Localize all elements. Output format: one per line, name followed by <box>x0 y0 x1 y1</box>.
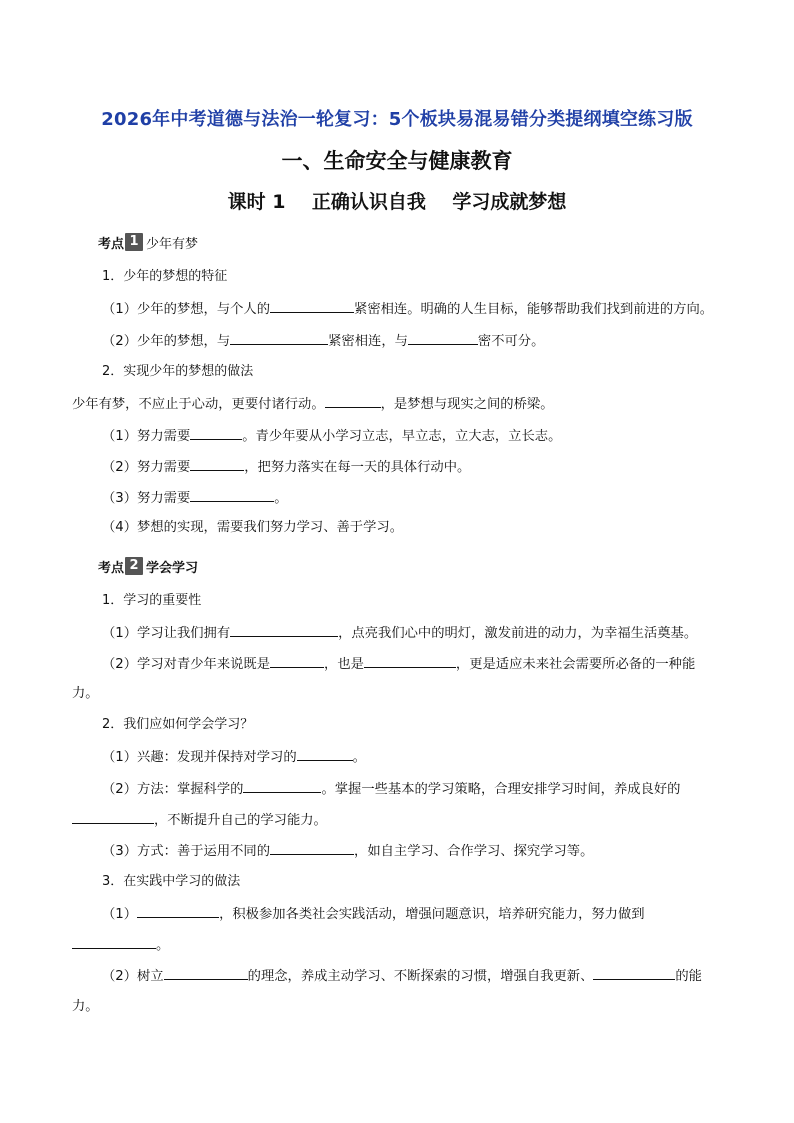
paragraph-line: （4）梦想的实现，需要我们努力学习、善于学习。 <box>102 520 403 535</box>
knowledge-point-2-heading <box>98 556 198 576</box>
fill-blank[interactable] <box>190 456 244 471</box>
paragraph-line: （1）学习让我们拥有 ，点亮我们心中的明灯，激发前进的动力，为幸福生活奠基。 <box>102 622 697 644</box>
paragraph-line: （3）方式：善于运用不同的 ，如自主学习、合作学习、探究学习等。 <box>102 840 593 862</box>
paragraph-line: 。 <box>72 934 169 956</box>
fill-blank[interactable] <box>190 425 242 440</box>
fill-blank[interactable] <box>325 393 381 408</box>
lesson-title: 课时 1 正确认识自我 学习成就梦想 <box>227 191 567 213</box>
paragraph-line: （1） ，积极参加各类社会实践活动，增强问题意识，培养研究能力，努力做到 <box>102 903 645 925</box>
fill-blank[interactable] <box>270 298 354 313</box>
fill-blank[interactable] <box>164 965 248 980</box>
fill-blank[interactable] <box>270 840 354 855</box>
fill-blank[interactable] <box>593 965 675 980</box>
fill-blank[interactable] <box>72 934 156 949</box>
kp-prefix: 考点 <box>98 236 125 252</box>
paragraph-line: （2）学习对青少年来说既是 ，也是 ，更是适应未来社会需要所必备的一种能 <box>102 653 695 675</box>
paragraph-line: （1）兴趣：发现并保持对学习的 。 <box>102 746 366 768</box>
subheading: 3．在实践中学习的做法 <box>102 874 241 889</box>
fill-blank[interactable] <box>297 746 353 761</box>
fill-blank[interactable] <box>270 653 324 668</box>
paragraph-line: 力。 <box>72 686 99 701</box>
fill-blank[interactable] <box>364 653 456 668</box>
paragraph-line: 力。 <box>72 999 99 1014</box>
paragraph-line: （2）方法：掌握科学的 。掌握一些基本的学习策略，合理安排学习时间，养成良好的 <box>102 778 680 800</box>
paragraph-line: （2）努力需要 ，把努力落实在每一天的具体行动中。 <box>102 456 470 478</box>
paragraph-line: 少年有梦，不应止于心动，更要付诸行动。 ，是梦想与现实之间的桥梁。 <box>72 393 554 415</box>
fill-blank[interactable] <box>243 778 321 793</box>
fill-blank[interactable] <box>137 903 219 918</box>
subheading: 1．学习的重要性 <box>102 593 202 608</box>
paragraph-line: （2）少年的梦想，与 紧密相连，与 密不可分。 <box>102 330 544 352</box>
paragraph-line: （1）少年的梦想，与个人的 紧密相连。明确的人生目标，能够帮助我们找到前进的方向。 <box>102 298 713 320</box>
paragraph-line: （2）树立 的理念，养成主动学习、不断探索的习惯，增强自我更新、 的能 <box>102 965 702 987</box>
kp-prefix: 考点 <box>98 560 125 576</box>
fill-blank[interactable] <box>230 622 338 637</box>
subheading: 1．少年的梦想的特征 <box>102 269 228 284</box>
fill-blank[interactable] <box>190 487 274 502</box>
section-title: 一、生命安全与健康教育 <box>281 149 513 173</box>
paragraph-line: （3）努力需要 。 <box>102 487 288 509</box>
kp-number-badge: 2 <box>125 557 143 575</box>
fill-blank[interactable] <box>408 330 478 345</box>
knowledge-point-1-heading <box>98 232 198 252</box>
fill-blank[interactable] <box>72 809 154 824</box>
kp-number-badge: 1 <box>125 233 143 251</box>
kp-title: 少年有梦 <box>146 236 199 252</box>
subheading: 2．我们应如何学会学习？ <box>102 717 254 732</box>
kp-title: 学会学习 <box>146 560 199 576</box>
paragraph-line: ，不断提升自己的学习能力。 <box>72 809 327 831</box>
document-title: 2026年中考道德与法治一轮复习：5个板块易混易错分类提纲填空练习版 <box>101 109 693 130</box>
fill-blank[interactable] <box>230 330 328 345</box>
paragraph-line: （1）努力需要 。青少年要从小学习立志，早立志，立大志，立长志。 <box>102 425 561 447</box>
subheading: 2．实现少年的梦想的做法 <box>102 364 254 379</box>
